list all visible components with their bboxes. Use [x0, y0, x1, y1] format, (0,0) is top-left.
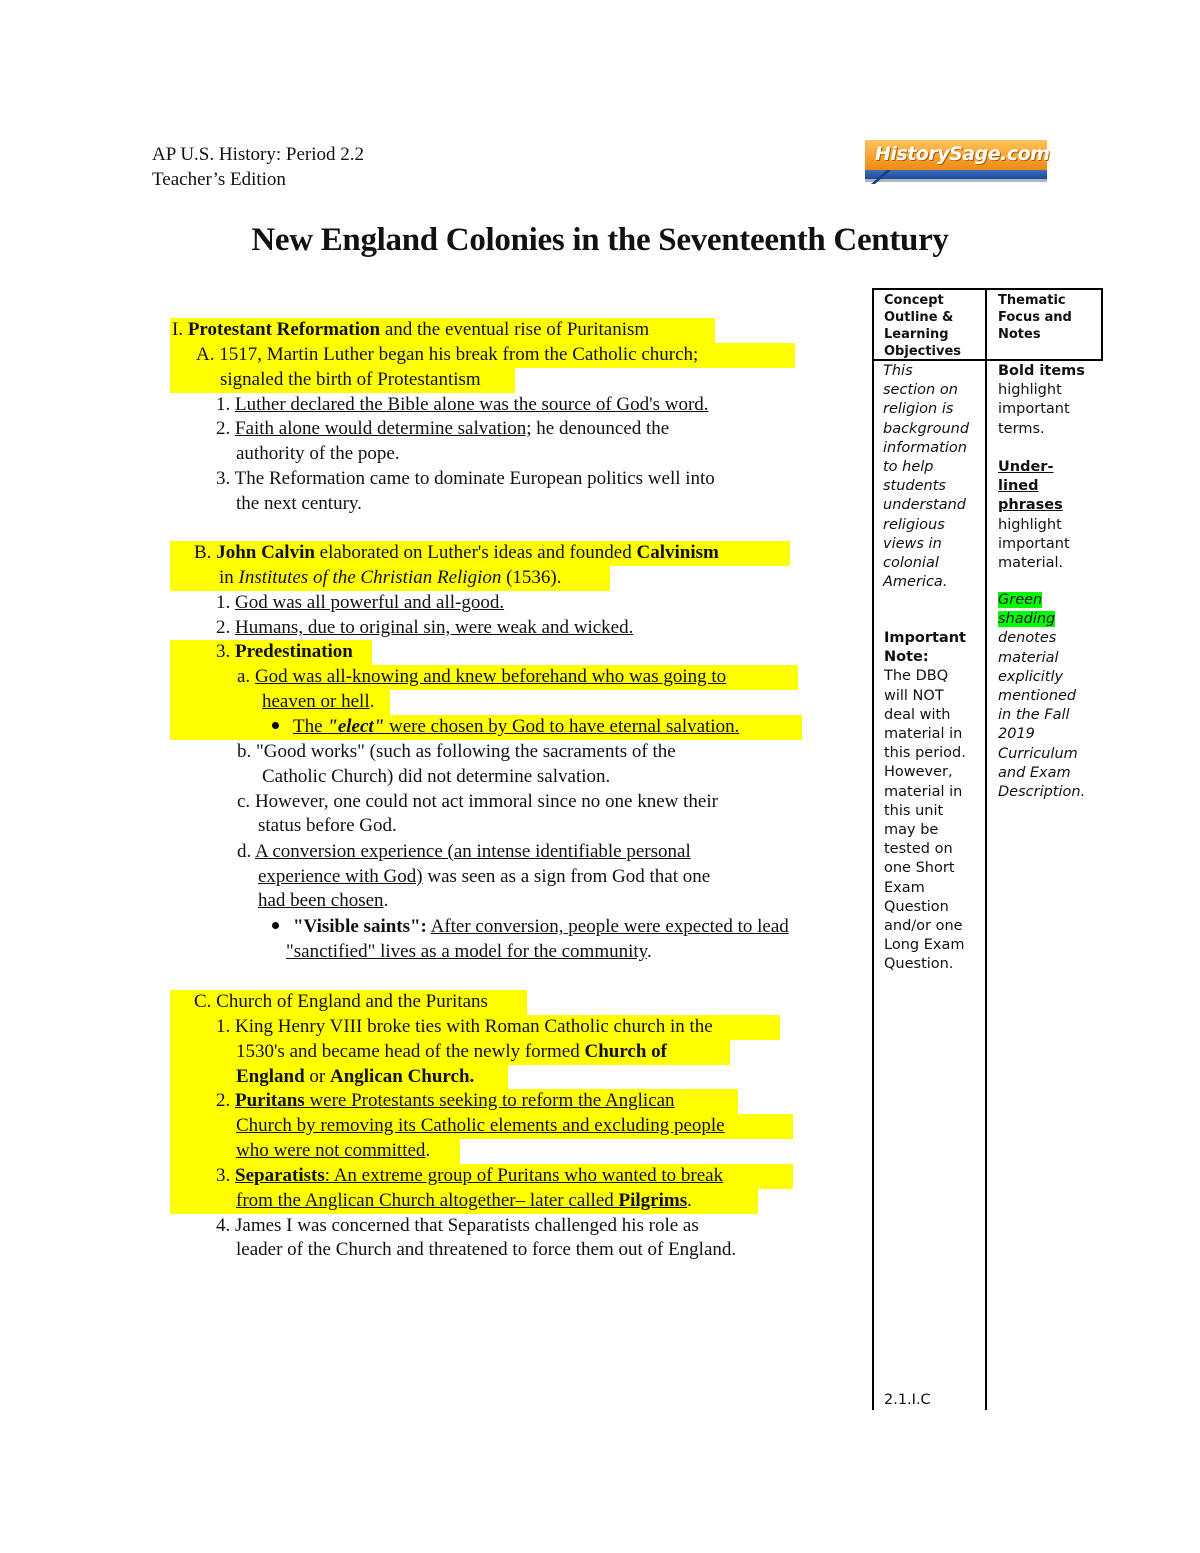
outline-b-item-3: 3. Predestination	[216, 641, 353, 662]
outline-b-line2: in Institutes of the Christian Religion (1536).	[219, 567, 562, 588]
outline-elect-bullet: The "elect" were chosen by God to have eternal salvation.	[272, 715, 739, 739]
objective-code: 2.1.I.C	[884, 1392, 931, 1408]
term-pilgrims: Pilgrims	[618, 1190, 688, 1211]
outline-c-item-1-line3: England or Anglican Church.	[236, 1066, 475, 1087]
term-separatists: Separatists	[235, 1165, 325, 1186]
outline-b3-d-line3: had been chosen.	[258, 890, 389, 911]
outline-c-item-1: 1. King Henry VIII broke ties with Roman Catholic church in the	[216, 1016, 713, 1037]
outline-a-item-1: 1. Luther declared the Bible alone was the source of God's word.	[216, 394, 709, 415]
outline-b-line1: B. John Calvin elaborated on Luther's ideas and founded Calvinism	[194, 542, 719, 563]
outline-b-item-1: 1. God was all powerful and all-good.	[216, 592, 505, 613]
term-elect: "elect"	[327, 716, 385, 737]
edition-label: Teacher’s Edition	[152, 169, 286, 190]
historysage-logo	[865, 140, 1050, 184]
term-visible-saints: "Visible saints":	[293, 916, 427, 937]
outline-b3-d-line1: d. A conversion experience (an intense identifiable personal	[237, 841, 691, 862]
term-john-calvin: John Calvin	[216, 542, 315, 563]
term-anglican-church: Anglican Church.	[329, 1066, 475, 1087]
outline-c-item-2-line2: Church by removing its Catholic elements and excluding people	[236, 1115, 725, 1136]
outline-a-item-2: 2. Faith alone would determine salvation; he denounced the	[216, 418, 670, 439]
legend-bold: Bold items highlight important terms.	[998, 363, 1085, 437]
term-calvinism: Calvinism	[636, 542, 719, 563]
outline-a-item-3: 3. The Reformation came to dominate European politics well into	[216, 468, 715, 489]
outline-b3-a-line1: a. God was all-knowing and knew beforehand who was going to	[237, 666, 727, 687]
col2-header: Thematic Focus and Notes	[998, 293, 1072, 342]
outline-a-item-2-cont: authority of the pope.	[236, 443, 400, 464]
outline-b3-c-line2: status before God.	[258, 815, 397, 836]
term-church-of-england: Church of	[584, 1041, 667, 1062]
outline-c-item-3: 3. Separatists: An extreme group of Puritans who wanted to break	[216, 1165, 724, 1186]
outline-b3-b-line2: Catholic Church) did not determine salvation.	[262, 766, 611, 787]
legend-green: Green shading denotes material explicitly mentioned in the Fall 2019 Curriculum and Exam Description.	[998, 592, 1086, 801]
outline-c-item-2-line3: who were not committed.	[236, 1140, 431, 1161]
page-title: New England Colonies in the Seventeenth Century	[251, 222, 949, 258]
outline-c-item-2: 2. Puritans were Protestants seeking to reform the Anglican	[216, 1090, 675, 1111]
term-puritans: Puritans	[235, 1090, 305, 1111]
legend-underline: Under- lined phrases highlight important material.	[998, 459, 1070, 572]
outline-i: I. Protestant Reformation and the eventual rise of Puritanism	[172, 319, 650, 340]
logo-text: HistorySage.com	[875, 143, 1050, 165]
important-note: Important Note: The DBQ will NOT deal with material in this period. However, material in this unit may be tested on one Short Exam Question and/or one Long Exam Question.	[884, 630, 966, 973]
outline-a-line2: signaled the birth of Protestantism	[220, 369, 481, 390]
outline-visible-saints: "Visible saints": After conversion, people were expected to lead	[272, 915, 789, 939]
outline-visible-saints-cont: "sanctified" lives as a model for the community.	[286, 941, 652, 962]
outline-b3-a-line2: heaven or hell.	[262, 691, 375, 712]
term-protestant-reformation: Protestant Reformation	[187, 319, 381, 340]
outline-b-item-2: 2. Humans, due to original sin, were weak and wicked.	[216, 617, 634, 638]
outline-b3-b-line1: b. "Good works" (such as following the sacraments of the	[237, 741, 676, 762]
course-label: AP U.S. History: Period 2.2	[152, 144, 365, 165]
outline-c-item-4: 4. James I was concerned that Separatists challenged his role as	[216, 1215, 699, 1236]
outline-c-item-4-line2: leader of the Church and threatened to force them out of England.	[236, 1239, 737, 1260]
col1-header: Concept Outline & Learning Objectives	[884, 293, 962, 359]
outline-a-item-3-cont: the next century.	[236, 493, 362, 514]
outline-c-item-1-line2: 1530's and became head of the newly formed Church of	[236, 1041, 667, 1062]
outline-c-item-3-line2: from the Anglican Church altogether– later called Pilgrims.	[236, 1190, 692, 1211]
col1-note: This section on religion is background information to help students understand religious views in colonial America.	[883, 363, 970, 591]
term-predestination: Predestination	[235, 641, 353, 662]
outline-c-head: C. Church of England and the Puritans	[194, 991, 488, 1012]
outline-b3-c-line1: c. However, one could not act immoral since no one knew their	[237, 791, 718, 812]
outline-b3-d-line2: experience with God) was seen as a sign from God that one	[258, 866, 711, 887]
outline-a-line1: A. 1517, Martin Luther began his break from the Catholic church;	[196, 344, 699, 365]
